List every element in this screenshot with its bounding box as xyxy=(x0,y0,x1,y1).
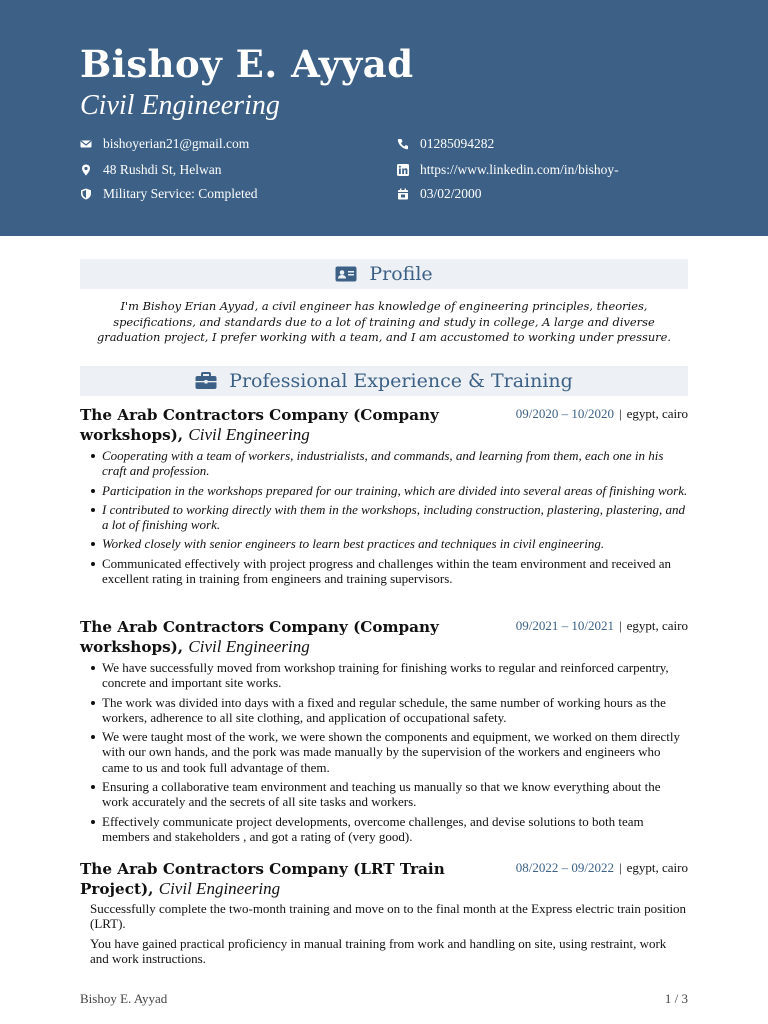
company-name: The Arab Contractors Company (Company workshops), xyxy=(80,406,439,444)
job-description xyxy=(80,901,688,966)
job-paragraph: You have gained practical proficiency in manual training from work and handling on site, using restraint, work and work instructions. xyxy=(90,935,667,966)
job-bullets xyxy=(80,448,688,586)
experience-entry xyxy=(80,617,688,848)
list-item: The work was divided into days with a fixed and regular schedule, the same number of working hours as the workers, adherence to all site clothing, and application of occupational safety. xyxy=(102,695,688,726)
job-title xyxy=(80,859,460,899)
profile-section-title: Profile xyxy=(369,263,433,285)
military-text: Military Service: Completed xyxy=(103,186,258,201)
list-item: Communicated effectively with project progress and challenges within the team environment and received an excellent rating in training from engineers and training supervisors. xyxy=(102,556,688,587)
company-name: The Arab Contractors Company (Company workshops), xyxy=(80,618,439,656)
email-text: bishoyerian21@gmail.com xyxy=(103,136,250,151)
briefcase-icon xyxy=(195,372,217,390)
id-card-icon xyxy=(335,265,357,283)
job-meta xyxy=(516,618,688,634)
job-title xyxy=(80,405,460,445)
job-location: egypt, cairo xyxy=(626,406,688,421)
phone-icon xyxy=(397,138,409,150)
calendar-icon xyxy=(397,188,409,200)
job-field: Civil Engineering xyxy=(188,637,310,656)
meta-separator: | xyxy=(619,406,622,421)
experience-entry xyxy=(80,859,688,970)
footer-name: Bishoy E. Ayyad xyxy=(80,991,168,1006)
contact-linkedin[interactable] xyxy=(397,162,619,178)
job-meta xyxy=(516,860,688,876)
job-meta xyxy=(516,406,688,422)
birthdate-text: 03/02/2000 xyxy=(420,186,482,201)
list-item: Worked closely with senior engineers to learn best practices and techniques in civil engineering. xyxy=(102,536,688,551)
meta-separator: | xyxy=(619,860,622,875)
job-title xyxy=(80,617,460,657)
job-location: egypt, cairo xyxy=(626,618,688,633)
envelope-icon xyxy=(80,138,92,150)
contact-address xyxy=(80,162,222,178)
job-bullets xyxy=(80,660,688,844)
candidate-name: Bishoy E. Ayyad xyxy=(80,42,414,86)
phone-text: 01285094282 xyxy=(420,136,495,151)
linkedin-text: https://www.linkedin.com/in/bishoy- xyxy=(420,162,619,177)
profile-section-header xyxy=(80,259,688,289)
experience-section-title: Professional Experience & Training xyxy=(229,370,573,392)
list-item: I contributed to working directly with them in the workshops, including construction, plastering, plastering, and a lot of finishing work. xyxy=(102,502,688,533)
contact-military xyxy=(80,186,257,202)
list-item: We were taught most of the work, we were shown the components and equipment, we worked on them directly with our own hands, and the pork was made manually by the supervision of the workers and engineers who came to us and took full advantage of them. xyxy=(102,729,688,775)
list-item: We have successfully moved from workshop training for finishing works to regular and reinforced carpentry, concrete and important site works. xyxy=(102,660,688,691)
experience-entry xyxy=(80,405,688,590)
job-field: Civil Engineering xyxy=(158,879,281,898)
linkedin-icon xyxy=(397,164,409,176)
profile-summary: I'm Bishoy Erian Ayyad, a civil engineer has knowledge of engineering principles, theories, specifications, and standards due to a lot of training and study in college, A large and diverse graduation project, I prefer working with a team, and I am accustomed to working under pressure. xyxy=(97,299,671,345)
contact-email[interactable] xyxy=(80,136,249,152)
list-item: Ensuring a collaborative team environment and teaching us manually so that we know everything about the work accurately and the secrets of all site tasks and workers. xyxy=(102,779,688,810)
candidate-role: Civil Engineering xyxy=(80,90,280,121)
list-item: Participation in the workshops prepared for our training, which are divided into several areas of finishing work. xyxy=(102,482,688,498)
job-dates: 09/2020 – 10/2020 xyxy=(515,406,615,421)
contact-birthdate xyxy=(397,186,482,202)
list-item: Cooperating with a team of workers, industrialists, and commands, and learning from them, each one in his craft and profession. xyxy=(102,448,688,479)
resume-header xyxy=(0,0,768,236)
job-location: egypt, cairo xyxy=(626,860,688,875)
location-pin-icon xyxy=(80,164,92,176)
list-item: Effectively communicate project developments, overcome challenges, and devise solutions to both team members and stakeholders , and got a rating of (very good). xyxy=(102,814,688,845)
contact-phone[interactable] xyxy=(397,136,494,152)
address-text: 48 Rushdi St, Helwan xyxy=(103,162,222,177)
job-paragraph: Successfully complete the two-month training and move on to the final month at the Express electric train position (LRT). xyxy=(90,901,687,932)
experience-section-header xyxy=(80,366,688,396)
meta-separator: | xyxy=(619,618,622,633)
job-field: Civil Engineering xyxy=(188,425,310,444)
job-dates: 09/2021 – 10/2021 xyxy=(515,618,615,633)
job-dates: 08/2022 – 09/2022 xyxy=(515,860,615,875)
page-number: 1 / 3 xyxy=(664,991,688,1006)
shield-icon xyxy=(80,188,92,200)
company-name: The Arab Contractors Company (LRT Train Project), xyxy=(80,860,445,898)
